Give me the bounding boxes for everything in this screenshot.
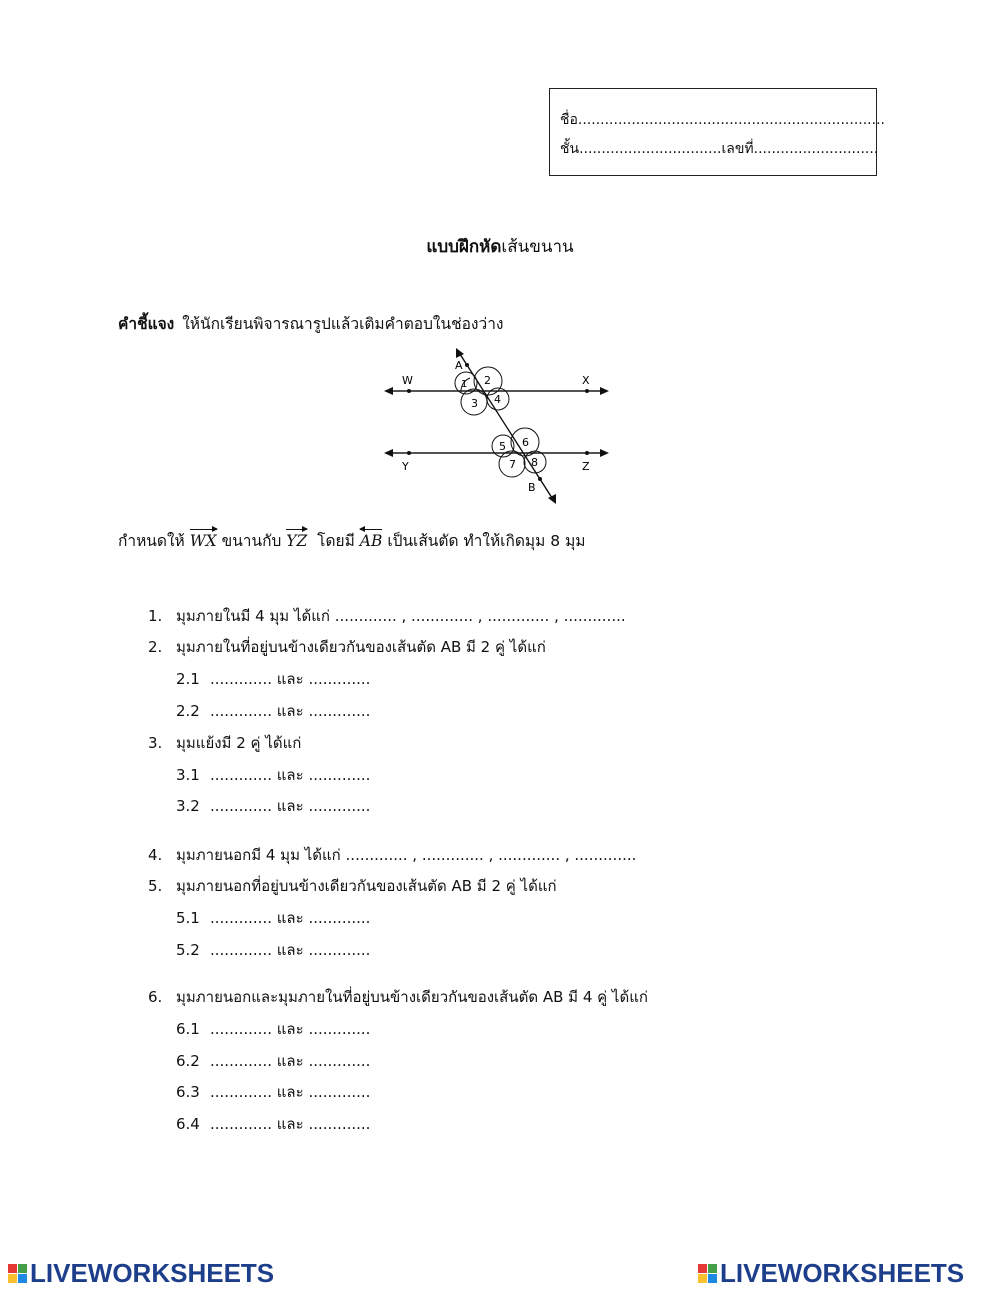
angle-label-3: 3	[471, 397, 478, 410]
footer-logo-left	[8, 1258, 274, 1289]
answer-2-2[interactable]: 2.2 ............. และ .............	[176, 702, 371, 720]
name-line[interactable]: ชื่อ.....................................................................	[560, 112, 885, 128]
instruction-label: คำชี้แจง	[118, 315, 175, 333]
angle-label-8: 8	[531, 456, 538, 469]
angle-label-5: 5	[499, 440, 506, 453]
given-mid2: โดยมี	[317, 532, 355, 550]
title-bold: แบบฝึกหัด	[426, 237, 502, 257]
answer-3-2[interactable]: 3.2 ............. และ .............	[176, 797, 371, 815]
question-6: 6. มุมภายนอกและมุมภายในที่อยู่บนข้างเดียวกันของเส้นตัด AB มี 4 คู่ ได้แก่	[148, 988, 648, 1006]
answer-5-1[interactable]: 5.1 ............. และ .............	[176, 909, 371, 927]
question-5-text: มุมภายนอกที่อยู่บนข้างเดียวกันของเส้นตัด AB มี 2 คู่ ได้แก่	[176, 877, 557, 895]
answer-5-2[interactable]: 5.2 ............. และ .............	[176, 941, 371, 959]
angle-label-2: 2	[484, 374, 491, 387]
footer-logo-right	[698, 1258, 964, 1289]
answer-3-1[interactable]: 3.1 ............. และ .............	[176, 766, 371, 784]
given-suffix: เป็นเส้นตัด ทำให้เกิดมุม 8 มุม	[387, 532, 586, 550]
angle-label-4: 4	[494, 393, 501, 406]
vector-yz: YZ	[286, 528, 307, 550]
angle-label-7: 7	[509, 458, 516, 471]
question-2-text: มุมภายในที่อยู่บนข้างเดียวกันของเส้นตัด AB มี 2 คู่ ได้แก่	[176, 638, 546, 656]
question-4: 4. มุมภายนอกมี 4 มุม ได้แก่ ............. , ............. , ............. , .............	[148, 846, 637, 864]
answer-6-2[interactable]: 6.2 ............. และ .............	[176, 1052, 371, 1070]
label-a: A	[455, 359, 463, 372]
answer-6-3[interactable]: 6.3 ............. และ .............	[176, 1083, 371, 1101]
title-normal: เส้นขนาน	[501, 237, 574, 257]
worksheet-title	[0, 233, 1000, 260]
given-prefix: กำหนดให้	[118, 532, 185, 550]
student-info-box	[549, 88, 885, 176]
question-2: 2. มุมภายในที่อยู่บนข้างเดียวกันของเส้นตัด AB มี 2 คู่ ได้แก่	[148, 638, 546, 656]
answer-2-1[interactable]: 2.1 ............. และ .............	[176, 670, 371, 688]
liveworksheets-icon	[8, 1264, 27, 1283]
brand-text-left: LIVEWORKSHEETS	[30, 1258, 275, 1288]
liveworksheets-icon	[698, 1264, 717, 1283]
question-6-text: มุมภายนอกและมุมภายในที่อยู่บนข้างเดียวกันของเส้นตัด AB มี 4 คู่ ได้แก่	[176, 988, 648, 1006]
question-4-text[interactable]: มุมภายนอกมี 4 มุม ได้แก่ ............. , ............. , ............. , .............	[176, 846, 637, 864]
instruction	[118, 311, 503, 336]
given-mid: ขนานกับ	[221, 532, 282, 550]
label-x: X	[582, 374, 590, 387]
angle-label-6: 6	[522, 436, 529, 449]
question-3-text: มุมแย้งมี 2 คู่ ได้แก่	[176, 734, 302, 752]
parallel-lines-figure	[380, 345, 615, 505]
answer-6-4[interactable]: 6.4 ............. และ .............	[176, 1115, 371, 1133]
label-w: W	[402, 374, 413, 387]
vector-wx: WX	[190, 528, 217, 550]
question-5: 5. มุมภายนอกที่อยู่บนข้างเดียวกันของเส้นตัด AB มี 2 คู่ ได้แก่	[148, 877, 557, 895]
vector-ab: AB	[360, 528, 383, 550]
question-1: 1. มุมภายในมี 4 มุม ได้แก่ ............. , ............. , ............. , .............	[148, 607, 626, 625]
angle-label-1: 1	[461, 379, 468, 390]
label-b: B	[528, 481, 536, 494]
brand-text-right: LIVEWORKSHEETS	[720, 1258, 965, 1288]
instruction-text: ให้นักเรียนพิจารณารูปแล้วเติมคำตอบในช่องว่าง	[182, 315, 504, 333]
class-number-line[interactable]: ชั้น................................เลขที่............................	[560, 141, 879, 157]
question-3: 3. มุมแย้งมี 2 คู่ ได้แก่	[148, 734, 302, 752]
label-z: Z	[582, 460, 590, 473]
question-1-text[interactable]: มุมภายในมี 4 มุม ได้แก่ ............. , ............. , ............. , .............	[176, 607, 626, 625]
label-y: Y	[402, 460, 409, 473]
answer-6-1[interactable]: 6.1 ............. และ .............	[176, 1020, 371, 1038]
given-statement	[118, 528, 586, 553]
